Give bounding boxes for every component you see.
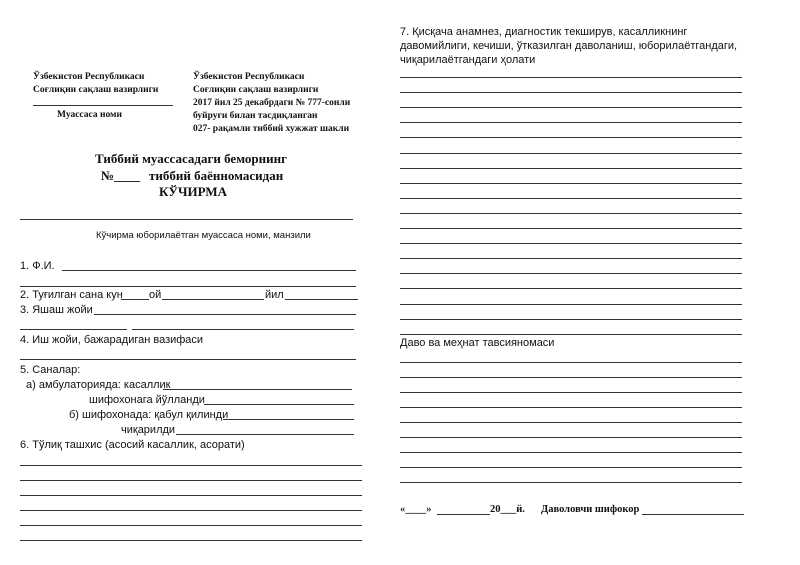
anamnesis-label-line2: давомийлиги, кечиши, ўтказилган даволаниш, юборилаётгандаги,	[400, 40, 738, 52]
date-month-input[interactable]	[437, 514, 490, 515]
doctor-label: Даволовчи шифокор	[541, 504, 640, 515]
institution-name-label: Муассаса номи	[57, 110, 122, 120]
diagnosis-line-6[interactable]	[20, 540, 362, 541]
anamnesis-line-17[interactable]	[400, 319, 742, 320]
advice-line-1[interactable]	[400, 362, 742, 363]
anamnesis-line-9[interactable]	[400, 198, 742, 199]
date-year: 20___й.	[490, 504, 525, 515]
anamnesis-line-15[interactable]	[400, 288, 742, 289]
title-number: №____	[101, 168, 141, 183]
field-fio-input[interactable]	[62, 270, 356, 271]
advice-line-8[interactable]	[400, 467, 742, 468]
advice-line-6[interactable]	[400, 437, 742, 438]
title-line1: Тиббий муассасадаги беморнинг	[95, 151, 287, 166]
diagnosis-line-1[interactable]	[20, 465, 362, 466]
anamnesis-line-16[interactable]	[400, 304, 742, 305]
field-dates-label: 5. Саналар:	[20, 364, 81, 376]
anamnesis-line-3[interactable]	[400, 107, 742, 108]
field-birth-day-label: 2. Туғилган сана кун	[20, 289, 123, 301]
title-line2: тиббий баённомасидан	[149, 168, 284, 183]
diagnosis-line-2[interactable]	[20, 480, 362, 481]
field-residence-input-2a[interactable]	[20, 329, 127, 330]
field-admitted-input[interactable]	[223, 419, 354, 420]
field-birth-month-label: ой	[149, 289, 162, 301]
advice-label: Даво ва меҳнат тавсияномаси	[400, 337, 555, 349]
anamnesis-label-line3: чиқарилаётгандаги ҳолати	[400, 54, 536, 66]
field-residence-input-2b[interactable]	[132, 329, 354, 330]
field-fio-label: 1. Ф.И.	[20, 260, 55, 272]
advice-line-9[interactable]	[400, 482, 742, 483]
field-diagnosis-label: 6. Тўлиқ ташхис (асосий касаллик, асорати)	[20, 439, 245, 451]
anamnesis-line-7[interactable]	[400, 168, 742, 169]
anamnesis-line-14[interactable]	[400, 273, 742, 274]
advice-line-3[interactable]	[400, 392, 742, 393]
right-header-line5: 027- рақамли тиббий хужжат шакли	[193, 124, 350, 134]
anamnesis-line-1[interactable]	[400, 77, 742, 78]
field-residence-label: 3. Яшаш жойи	[20, 304, 93, 316]
institution-name-line	[33, 105, 173, 106]
title-line3: КЎЧИРМА	[159, 184, 227, 199]
diagnosis-line-4[interactable]	[20, 510, 362, 511]
field-discharged-label: чиқарилди	[121, 424, 176, 436]
left-header-org-line1: Ўзбекистон Республикаси	[33, 72, 145, 82]
diagnosis-line-5[interactable]	[20, 525, 362, 526]
doctor-signature-input[interactable]	[642, 514, 744, 515]
recipient-caption: Кўчирма юборилаётган муассаса номи, манзили	[96, 230, 311, 241]
field-work-label: 4. Иш жойи, бажарадиган вазифаси	[20, 334, 204, 346]
field-ambulatory-input[interactable]	[163, 389, 352, 390]
field-fio-input-2[interactable]	[20, 286, 356, 287]
field-birth-month-input[interactable]	[162, 299, 264, 300]
advice-line-4[interactable]	[400, 407, 742, 408]
advice-line-2[interactable]	[400, 377, 742, 378]
field-ambulatory-label: а) амбулаторияда: касаллик	[26, 379, 171, 391]
anamnesis-line-11[interactable]	[400, 228, 742, 229]
right-header-line3: 2017 йил 25 декабрдаги № 777-сонли	[193, 98, 351, 108]
anamnesis-line-13[interactable]	[400, 258, 742, 259]
anamnesis-line-8[interactable]	[400, 183, 742, 184]
anamnesis-line-4[interactable]	[400, 122, 742, 123]
anamnesis-line-6[interactable]	[400, 153, 742, 154]
field-work-input[interactable]	[20, 359, 356, 360]
anamnesis-line-10[interactable]	[400, 213, 742, 214]
field-referred-label: шифохонага йўлланди	[89, 394, 205, 406]
field-birth-year-label: йил	[265, 289, 284, 301]
anamnesis-line-18[interactable]	[400, 334, 742, 335]
right-header-line2: Соғлиқни сақлаш вазирлиги	[193, 85, 319, 95]
date-day: «____»	[400, 504, 432, 515]
field-residence-input[interactable]	[94, 314, 356, 315]
anamnesis-line-12[interactable]	[400, 243, 742, 244]
right-header-line1: Ўзбекистон Республикаси	[193, 72, 305, 82]
field-discharged-input[interactable]	[176, 434, 354, 435]
field-birth-day-input[interactable]	[121, 299, 149, 300]
left-header-org-line2: Соғлиқни сақлаш вазирлиги	[33, 85, 159, 95]
right-header-line4: буйруғи билан тасдиқланган	[193, 111, 318, 121]
anamnesis-line-2[interactable]	[400, 92, 742, 93]
field-birth-year-input[interactable]	[285, 299, 358, 300]
advice-line-5[interactable]	[400, 422, 742, 423]
diagnosis-line-3[interactable]	[20, 495, 362, 496]
advice-line-7[interactable]	[400, 452, 742, 453]
field-referred-input[interactable]	[204, 404, 354, 405]
field-admitted-label: б) шифохонада: қабул қилинди	[69, 409, 229, 421]
anamnesis-line-5[interactable]	[400, 137, 742, 138]
recipient-line	[20, 219, 353, 220]
anamnesis-label-line1: 7. Қисқача анамнез, диагностик текширув, касалликнинг	[400, 26, 688, 38]
